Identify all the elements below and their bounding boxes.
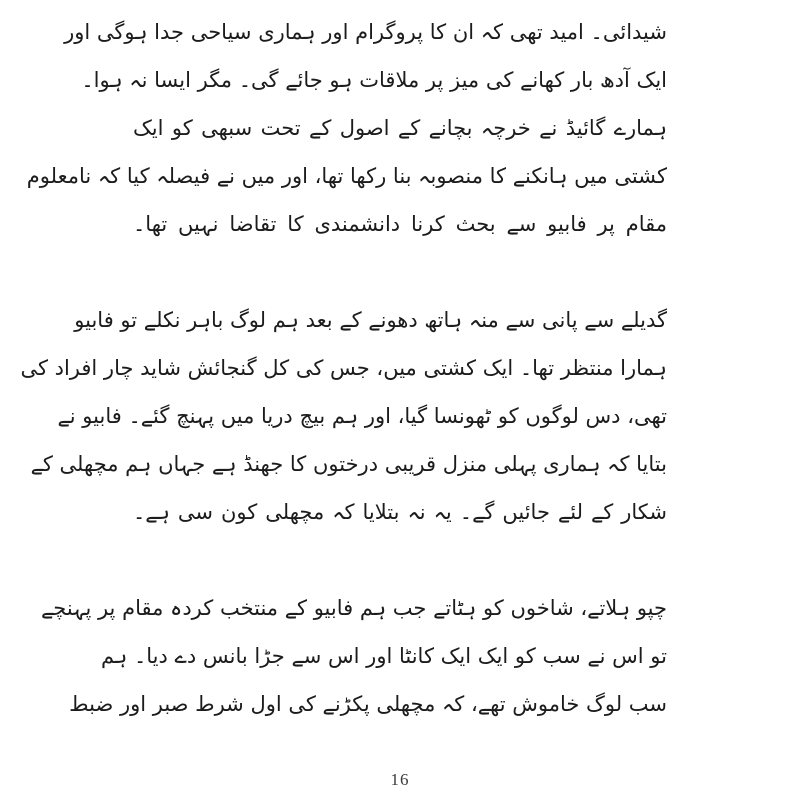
body-text	[20, 8, 667, 728]
text-line: کشتی میں ہانکنے کا منصوبہ بنا رکھا تھا، اور میں نے فیصلہ کیا کہ نامعلوم	[26, 164, 667, 188]
text-line: تھی، دس لوگوں کو ٹھونسا گیا، اور ہم بیچ دریا میں پہنچ گئے۔ فابیو نے	[57, 404, 667, 428]
text-line: شکار کے لئے جائیں گے۔ یہ نہ بتلایا کہ مچھلی کون سی ہے۔	[133, 500, 667, 524]
text-line: تو اس نے سب کو ایک ایک کانٹا اور اس سے جڑا بانس دے دیا۔ ہم	[100, 644, 667, 668]
paragraph	[26, 8, 667, 248]
text-line: ہمارے گائیڈ نے خرچہ بچانے کے اصول کے تحت سبھی کو ایک	[133, 116, 667, 140]
text-line: ہمارا منتظر تھا۔ ایک کشتی میں، جس کی کل گنجائش شاید چار افراد کی	[20, 356, 667, 380]
paragraph	[20, 296, 667, 536]
text-line: بتایا کہ ہماری پہلی منزل قریبی درختوں کا جھنڈ ہے جہاں ہم مچھلی کے	[30, 452, 667, 476]
text-line: گدیلے سے پانی سے منہ ہاتھ دھونے کے بعد ہم لوگ باہر نکلے تو فابیو	[74, 308, 667, 332]
page-number: 16	[390, 770, 410, 789]
text-line: شیدائی۔ امید تھی کہ ان کا پروگرام اور ہماری سیاحی جدا ہوگی اور	[64, 20, 667, 44]
text-line: ایک آدھ بار کھانے کی میز پر ملاقات ہو جائے گی۔ مگر ایسا نہ ہوا۔	[81, 68, 667, 92]
text-line: چپو ہلاتے، شاخوں کو ہٹاتے جب ہم فابیو کے منتخب کردہ مقام پر پہنچے	[40, 596, 667, 620]
text-line: مقام پر فابیو سے بحث کرنا دانشمندی کا تقاضا نہیں تھا۔	[133, 212, 667, 236]
text-line: سب لوگ خاموش تھے، کہ مچھلی پکڑنے کی اول شرط صبر اور ضبط	[69, 692, 667, 716]
paragraph	[40, 584, 667, 728]
